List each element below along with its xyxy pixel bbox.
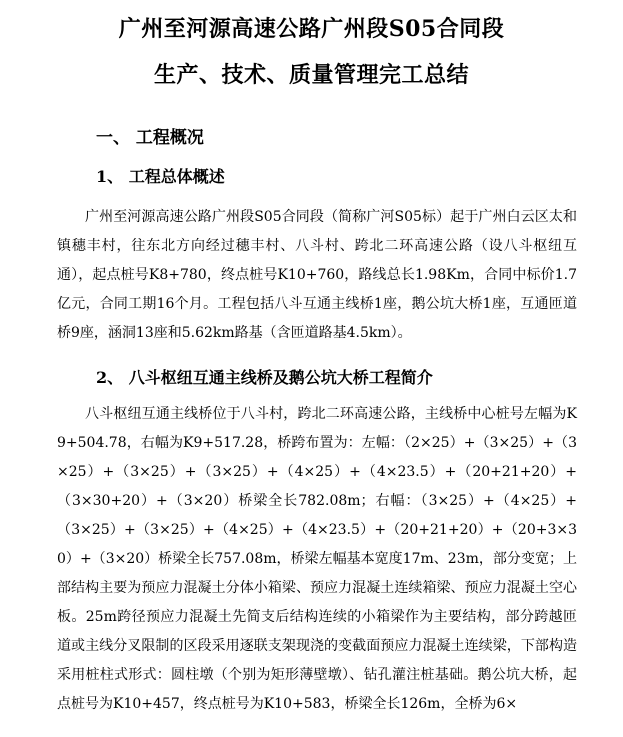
document-title-line-2: 生产、技术、质量管理完工总结 (153, 62, 469, 88)
subsection-heading-general: 1、 工程总体概述 (96, 167, 225, 186)
section-heading-overview: 一、 工程概况 (96, 128, 204, 148)
subsection-heading-bridges: 2、 八斗枢纽互通主线桥及鹅公坑大桥工程简介 (96, 368, 433, 387)
paragraph-bridge-introduction: 八斗枢纽互通主线桥位于八斗村，跨北二环高速公路，主线桥中心桩号左幅为K9+504.78，右幅为K9+517.28，桥跨布置为：左幅：（2×25）+（3×25）+（3×25）+（3×25）+（3×25）+（4×25）+（4×23.5）+（20+21+20）+（3×30+20）+（3×20）桥梁全长782.08m；右幅：（3×25）+（4×25）+（3×25）+（3×25）+（4×25）+（4×23.5）+（20+21+20）+（20+3×30）+（3×20）桥梁全长757.08m，桥梁左幅基本宽度17m、23m，部分变宽；上部结构主要为预应力混凝土分体小箱梁、预应力混凝土连续箱梁、预应力混凝土空心板。25m跨径预应力混凝土先简支后结构连续的小箱梁作为主要结构，部分跨越匝道或主线分叉限制的区段采用逐联支架现浇的变截面预应力混凝土连续梁，下部构造采用桩柱式形式：圆柱墩（个别为矩形薄壁墩）、钻孔灌注桩基础。鹅公坑大桥，起点桩号为K10+457，终点桩号为K10+583，桥梁全长126m，全桥为6× (57, 406, 577, 712)
paragraph-general-overview: 广州至河源高速公路广州段S05合同段（简称广河S05标）起于广州白云区太和镇穗丰村，往东北方向经过穗丰村、八斗村、跨北二环高速公路（设八斗枢纽互通），起点桩号K8+780，终点桩号K10+760，路线总长1.98Km，合同中标价1.7亿元，合同工期16个月。工程包括八斗互通主线桥1座，鹅公坑大桥1座，互通匝道桥9座，涵洞13座和5.62km路基（含匝道路基4.5km）。 (57, 209, 577, 341)
document-title-line-1: 广州至河源高速公路广州段S05合同段 (118, 16, 505, 42)
